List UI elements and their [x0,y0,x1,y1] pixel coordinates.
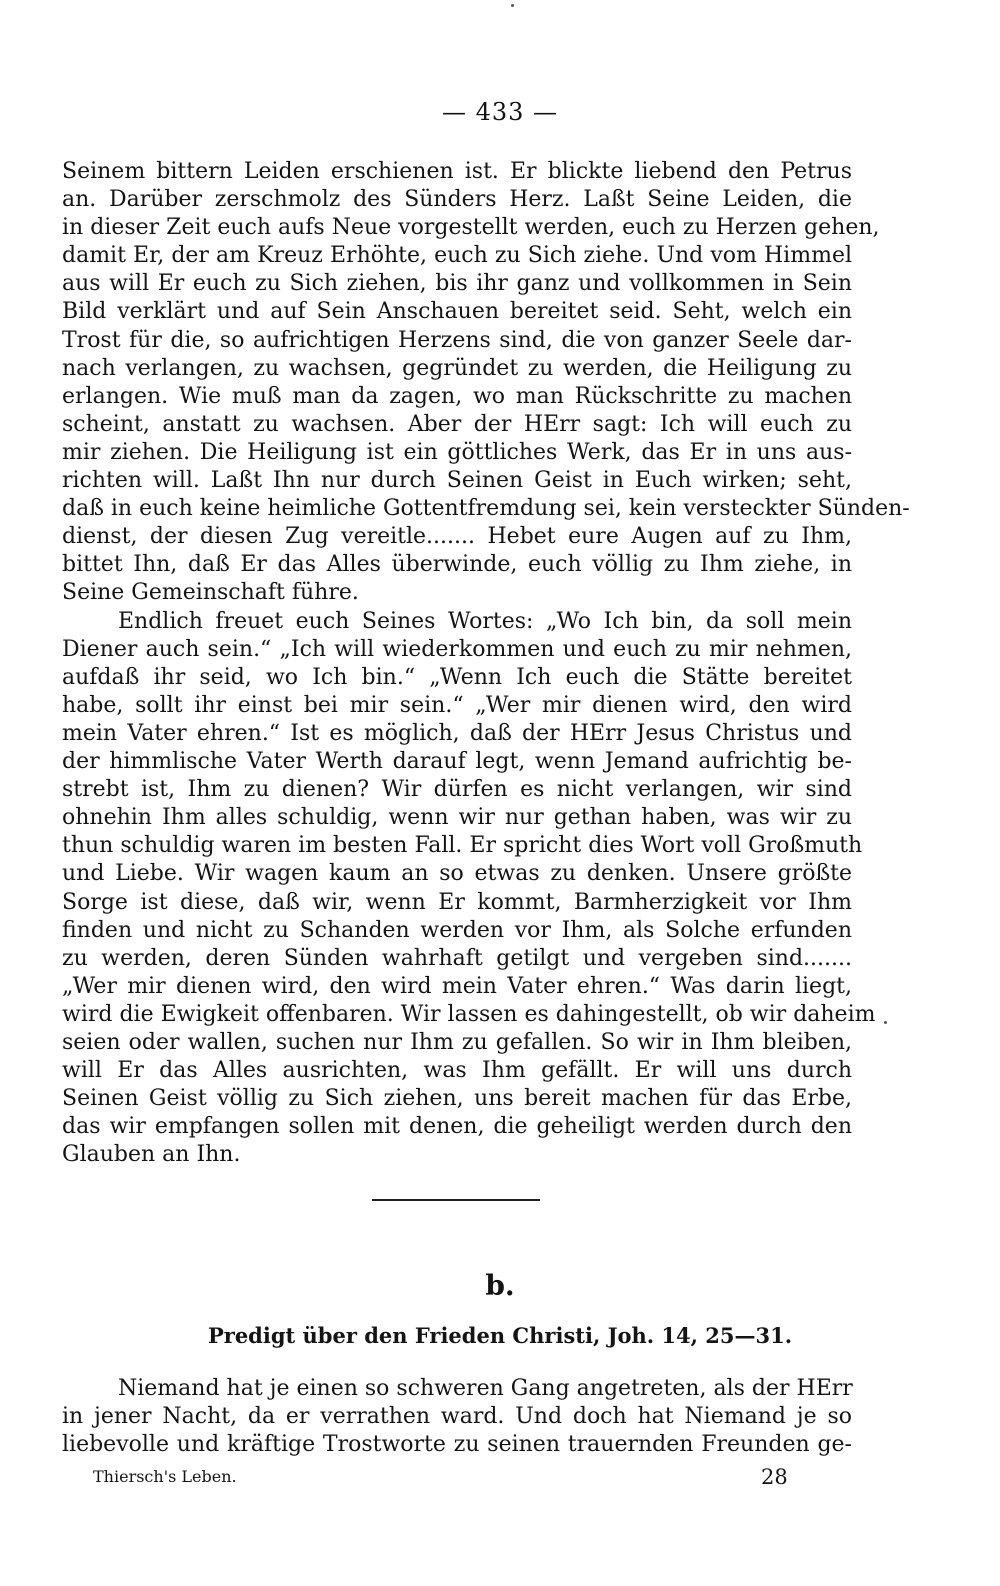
text-line: Niemand hat je einen so schweren Gang angetreten, als der HErr [118,1376,853,1401]
paragraph-2 [62,608,876,1170]
text-line: das wir empfangen sollen mit denen, die geheiligt werden durch den [62,1114,852,1140]
text-line: aus will Er euch zu Sich ziehen, bis ihr ganz und vollkommen in Sein [62,271,852,297]
text-line: Sorge ist diese, daß wir, wenn Er kommt, Barmherzigkeit vor Ihm [62,889,852,915]
text-line: thun schuldig waren im besten Fall. Er spricht dies Wort voll Großmuth [62,833,863,859]
section-divider [372,1199,540,1201]
text-line: Glauben an Ihn. [62,1142,241,1168]
text-line: wird die Ewigkeit offenbaren. Wir lassen es dahingestellt, ob wir daheim [62,1001,876,1027]
text-line: habe, sollt ihr einst bei mir sein.“ „Wer mir dienen wird, den wird [62,692,852,718]
scan-speck [511,4,514,7]
page-footer [0,1467,1000,1497]
text-line: bittet Ihn, daß Er das Alles überwinde, euch völlig zu Ihm ziehe, in [62,552,852,578]
text-line: Seinem bittern Leiden erschienen ist. Er blickte liebend den Petrus [62,159,852,184]
text-line: an. Darüber zerschmolz des Sünders Herz. Laßt Seine Leiden, die [62,187,852,213]
text-line: aufdaß ihr seid, wo Ich bin.“ „Wenn Ich euch die Stätte bereitet [62,664,852,690]
text-line: finden und nicht zu Schanden werden vor Ihm, als Solche erfunden [62,917,852,943]
text-line: Seine Gemeinschaft führe. [62,580,359,606]
page-number: — 433 — [441,98,559,126]
text-line: liebevolle und kräftige Trostworte zu seinen trauernden Freunden ge- [62,1432,852,1458]
text-line: scheint, anstatt zu wachsen. Aber der HErr sagt: Ich will euch zu [62,411,852,437]
text-line: „Wer mir dienen wird, den wird mein Vater ehren.“ Was darin liegt, [62,973,852,999]
text-line: strebt ist, Ihm zu dienen? Wir dürfen es nicht verlangen, wir sind [62,777,852,803]
paragraph-1 [62,158,910,608]
text-line: Bild verklärt und auf Sein Anschauen bereitet seid. Seht, welch ein [62,299,852,325]
text-line: Seinen Geist völlig zu Sich ziehen, uns bereit machen für das Erbe, [62,1086,852,1112]
text-line: mein Vater ehren.“ Ist es möglich, daß der HErr Jesus Christus und [62,720,852,746]
text-line: und Liebe. Wir wagen kaum an so etwas zu denken. Unsere größte [62,861,852,887]
text-line: ohnehin Ihm alles schuldig, wenn wir nur gethan haben, was wir zu [62,805,852,831]
scan-speck [884,1021,887,1024]
text-line: Diener auch sein.“ „Ich will wiederkommen und euch zu mir nehmen, [62,636,852,662]
text-line: will Er das Alles ausrichten, was Ihm gefällt. Er will uns durch [62,1058,852,1084]
text-line: in dieser Zeit euch aufs Neue vorgestellt werden, euch zu Herzen gehen, [62,215,880,241]
text-line: der himmlische Vater Werth darauf legt, wenn Jemand aufrichtig be- [62,749,852,775]
sheet-number: 28 [761,1465,788,1489]
text-line: mir ziehen. Die Heiligung ist ein göttliches Werk, das Er in uns aus- [62,439,852,465]
signature-mark: Thiersch's Leben. [93,1467,237,1486]
paragraph-3 [62,1375,852,1459]
text-line: nach verlangen, zu wachsen, gegründet zu werden, die Heiligung zu [62,355,852,381]
text-line: Endlich freuet euch Seines Wortes: „Wo Ich bin, da soll mein [118,608,852,634]
text-line: dienst, der diesen Zug vereitle....... Hebet eure Augen auf zu Ihm, [62,524,852,550]
text-line: daß in euch keine heimliche Gottentfremdung sei, kein versteckter Sünden- [62,496,910,522]
text-line: in jener Nacht, da er verrathen ward. Und doch hat Niemand je so [62,1404,852,1430]
text-line: seien oder wallen, suchen nur Ihm zu gefallen. So wir in Ihm bleiben, [62,1030,852,1055]
text-line: damit Er, der am Kreuz Erhöhte, euch zu Sich ziehe. Und vom Himmel [62,243,852,269]
text-line: erlangen. Wie muß man da zagen, wo man Rückschritte zu machen [62,383,852,409]
section-letter: b. [485,1269,515,1302]
text-line: zu werden, deren Sünden wahrhaft getilgt und vergeben sind....... [62,945,852,971]
text-line: richten will. Laßt Ihn nur durch Seinen Geist in Euch wirken; seht, [62,468,852,494]
text-line: Trost für die, so aufrichtigen Herzens sind, die von ganzer Seele dar- [62,327,852,353]
sermon-title: Predigt über den Frieden Christi, Joh. 14, 25—31. [207,1323,793,1348]
